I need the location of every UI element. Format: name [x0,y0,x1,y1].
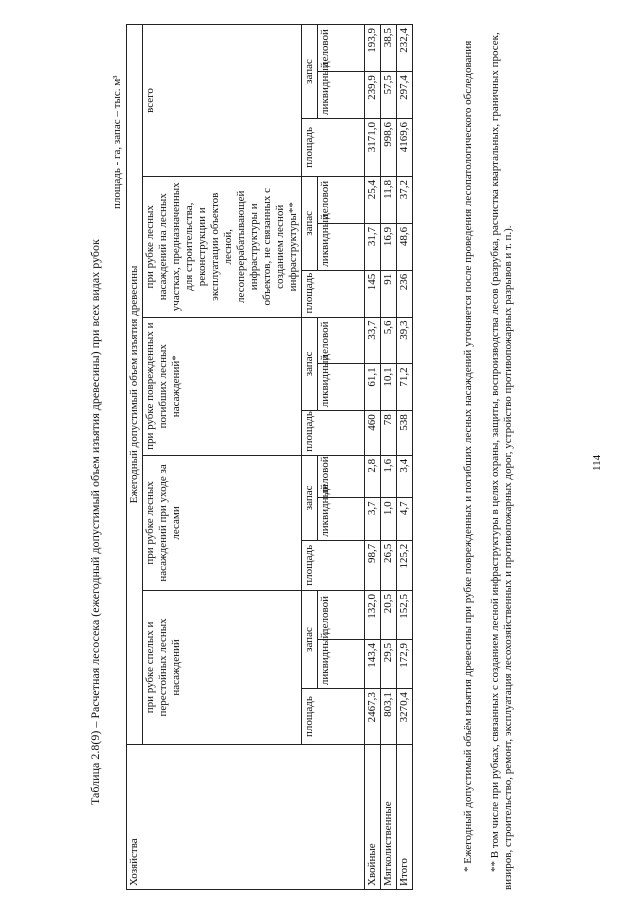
cell: 4169,6 [397,118,413,176]
liquid-header: ликвидный [318,364,365,411]
cell: 236 [397,270,413,317]
cell: 11,8 [381,176,397,223]
col-header-infrastructure: при рубке лесных насаждений на лесных участках, предназначенных для строительства, реконструкции и эксплуатации объектов лесной, лесоперерабатывающей инфраструктуры и объектов, не связанных с созданием лесной инфраструктуры** [143,176,302,317]
table-row [365,25,381,890]
group-header: Ежегодный допустимый объем изъятия древесины [127,25,143,745]
cell: 3,4 [397,455,413,497]
area-header: площадь [302,689,365,745]
row-name: Мягколиственные [381,744,397,889]
cell: 37,2 [397,176,413,223]
cell: 193,9 [365,25,381,72]
cell: 39,3 [397,317,413,364]
cell: 78 [381,411,397,456]
business-header: деловой [318,455,365,497]
cell: 25,4 [365,176,381,223]
cell: 803,1 [381,689,397,745]
cell: 91 [381,270,397,317]
stock-header: запас [302,317,318,411]
cell: 38,5 [381,25,397,72]
stock-header: запас [302,25,318,119]
col-header-mature: при рубке спелых и перестойных лесных насаждений [143,590,302,744]
col-header-total: всего [143,25,302,177]
cell: 125,2 [397,540,413,590]
cell: 3,7 [365,498,381,540]
liquid-header: ликвидный [318,498,365,540]
col-header-damaged: при рубке поврежденных и погибших лесных насаждений* [143,317,302,455]
cell: 61,1 [365,364,381,411]
cell: 239,9 [365,72,381,119]
cell: 460 [365,411,381,456]
cell: 2,8 [365,455,381,497]
cell: 132,0 [365,590,381,639]
cell: 16,9 [381,223,397,270]
col-header-care: при рубке лесных насаждений при уходе за лесами [143,455,302,590]
cell: 152,5 [397,590,413,639]
table-title: Таблица 2.8(9) – Расчетная лесосека (ежегодный допустимый объем изъятия древесины) при всех видах рубок [88,239,102,805]
liquid-header: ликвидный [318,640,365,689]
cell: 57,5 [381,72,397,119]
units-note: площадь - га, запас – тыс. м³ [111,75,123,209]
business-header: деловой [318,590,365,639]
cell: 1,0 [381,498,397,540]
cell: 5,6 [381,317,397,364]
header-row-1 [127,25,143,890]
business-header: деловой [318,176,365,223]
area-header: площадь [302,118,365,176]
farm-header: Хозяйства [127,744,365,889]
cell: 10,1 [381,364,397,411]
cell: 48,6 [397,223,413,270]
footnote-damaged: * Ежегодный допустимый объём изъятия древесины при рубке поврежденных и погибших лесных насаждений уточняется после проведения лесопатологического обследования [462,40,474,872]
row-name: Итого [397,744,413,889]
cell: 29,5 [381,640,397,689]
cell: 297,4 [397,72,413,119]
row-name: Хвойные [365,744,381,889]
cell: 143,4 [365,640,381,689]
cell: 232,4 [397,25,413,72]
footnote-infrastructure: ** В том числе при рубках, связанных с созданием лесной инфраструктуры в целях охраны, защиты, воспроизводства лесов (разрубка, расчистка квартальных, граничных просек, визиров, строительство, ремонт, эксплуатация лесохозяйственных и противопожарных дорог, устройство противопожарных разрывов и т. п.). [489,32,514,890]
cell: 172,9 [397,640,413,689]
allowable-cut-table [126,24,413,890]
business-header: деловой [318,25,365,72]
liquid-header: ликвидный [318,72,365,119]
cell: 998,6 [381,118,397,176]
area-header: площадь [302,270,365,317]
cell: 98,7 [365,540,381,590]
cell: 31,7 [365,223,381,270]
area-header: площадь [302,411,365,456]
area-header: площадь [302,540,365,590]
cell: 1,6 [381,455,397,497]
cell: 26,5 [381,540,397,590]
cell: 145 [365,270,381,317]
table-row [381,25,397,890]
stock-header: запас [302,176,318,270]
cell: 71,2 [397,364,413,411]
stock-header: запас [302,590,318,688]
business-header: деловой [318,317,365,364]
cell: 538 [397,411,413,456]
cell: 20,5 [381,590,397,639]
stock-header: запас [302,455,318,540]
table-row [397,25,413,890]
cell: 3270,4 [397,689,413,745]
page-number: 114 [591,454,603,471]
liquid-header: ликвидный [318,223,365,270]
cell: 3171,0 [365,118,381,176]
cell: 33,7 [365,317,381,364]
cell: 2467,3 [365,689,381,745]
cell: 4,7 [397,498,413,540]
